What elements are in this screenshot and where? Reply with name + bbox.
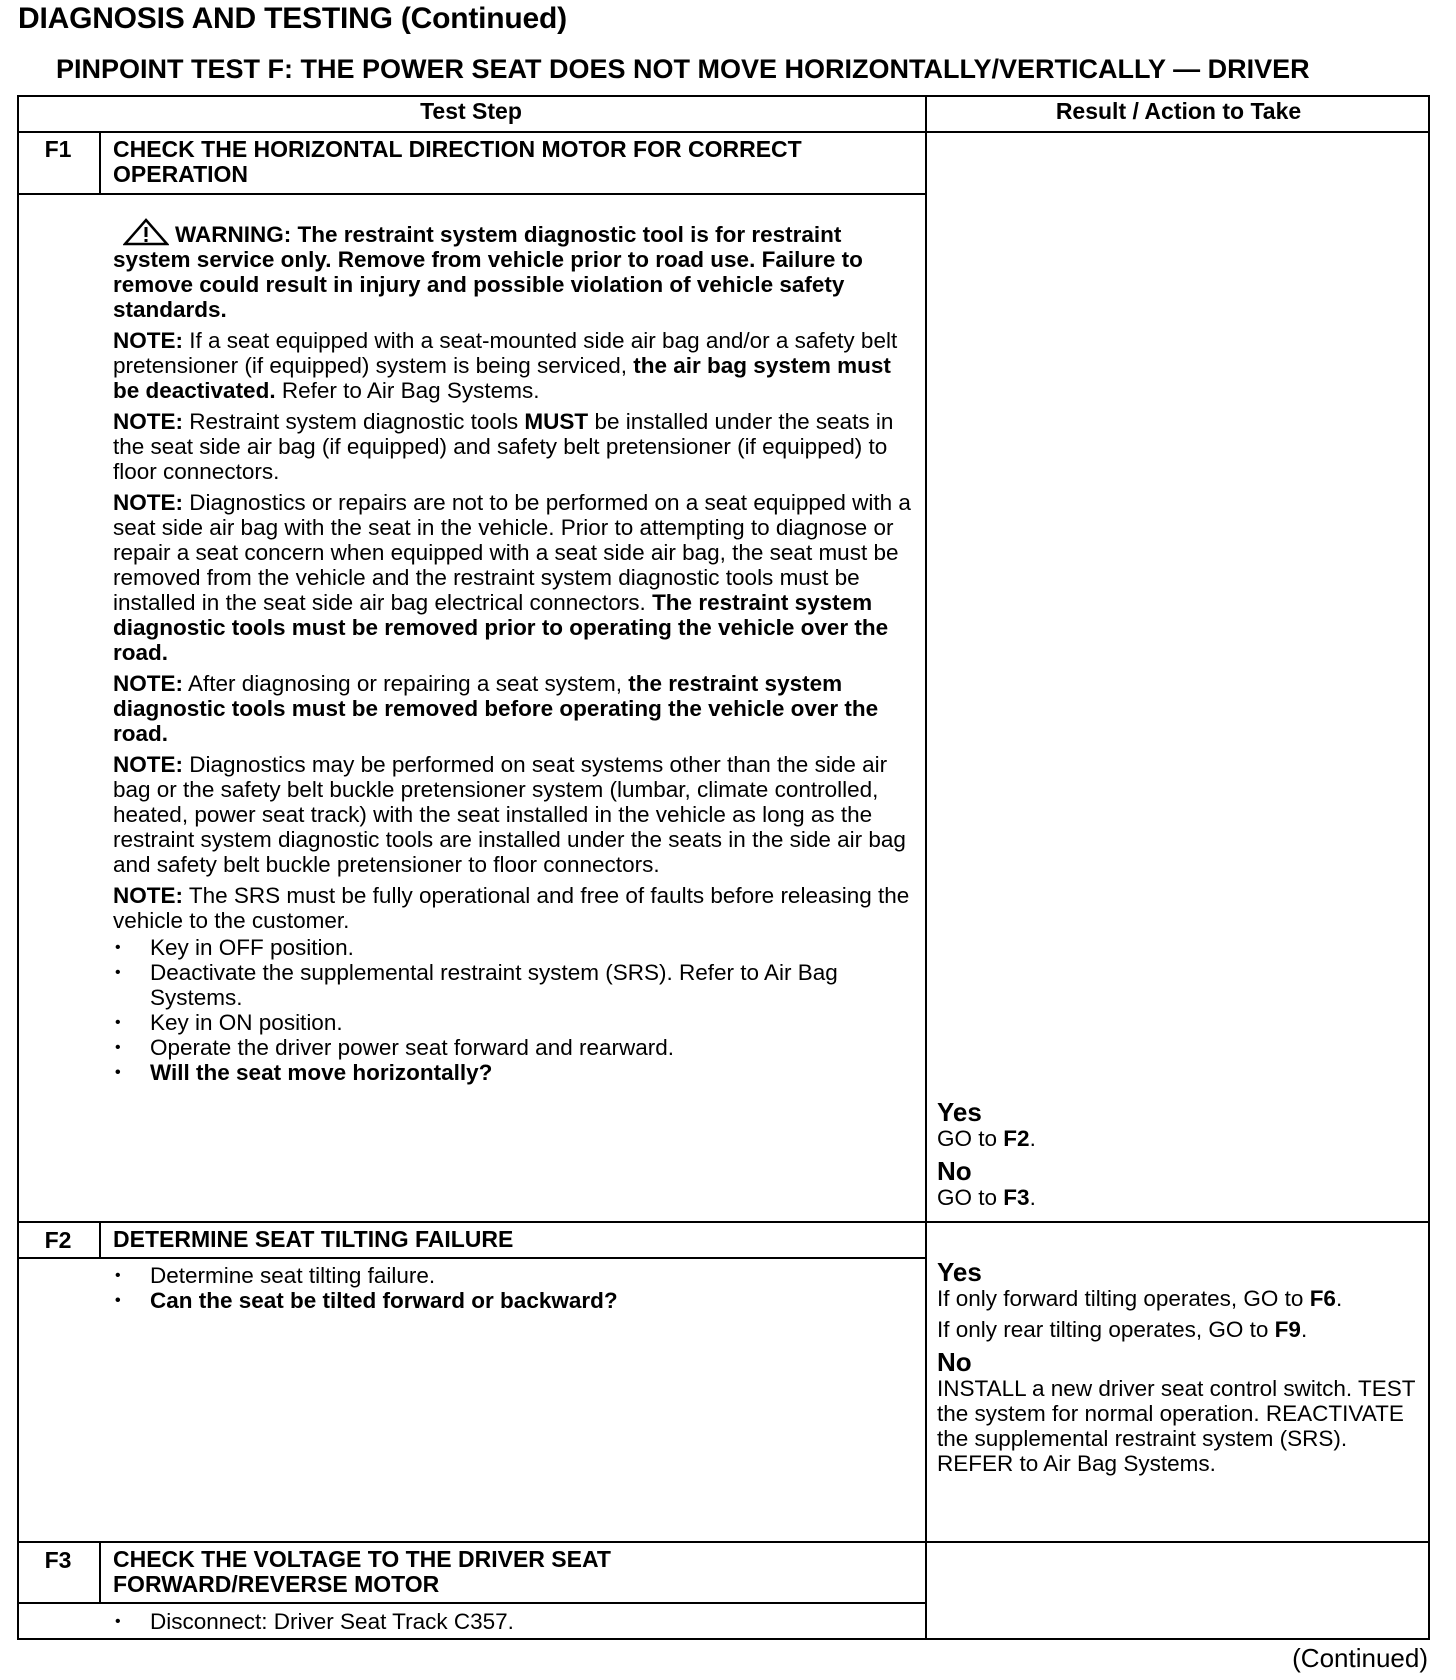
f3-bullet-list — [113, 1609, 913, 1634]
f3-row-rule — [17, 1541, 1430, 1543]
step-title-f1: CHECK THE HORIZONTAL DIRECTION MOTOR FOR CORRECT OPERATION — [113, 136, 802, 187]
f1-bullet-list — [113, 935, 913, 1085]
result-no-action: GO to F3. — [937, 1185, 1036, 1210]
step-id-divider — [99, 131, 101, 195]
note-3: NOTE: Diagnostics or repairs are not to be performed on a seat equipped with a seat side air bag with the seat in the vehicle. Prior to attempting to diagnose or repair a seat concern when equipped with a seat side air bag, the seat must be removed from the vehicle and the restraint system diagnostic tools must be installed in the seat side air bag electrical connectors. The restraint system diagnostic tools must be removed prior to operating the vehicle over the road. — [113, 490, 911, 665]
column-divider — [925, 95, 927, 1640]
f2-row-rule — [17, 1221, 1430, 1223]
list-item: • Can the seat be tilted forward or backward? — [113, 1288, 913, 1313]
step-body-f3 — [113, 1609, 913, 1634]
f3-title-rule — [17, 1602, 926, 1604]
step-id-divider — [99, 1223, 101, 1259]
result-no-action: INSTALL a new driver seat control switch. TEST the system for normal operation. REACTIVATE the supplemental restraint system (SRS). REFER to Air Bag Systems. — [937, 1376, 1416, 1476]
list-item: • Disconnect: Driver Seat Track C357. — [113, 1609, 913, 1634]
step-id-f3: F3 — [44, 1547, 72, 1573]
result-no-label: No — [937, 1156, 972, 1186]
column-header-test-step: Test Step — [420, 98, 522, 124]
note-6: NOTE: The SRS must be fully operational and free of faults before releasing the vehicle to the customer. — [113, 883, 910, 933]
list-item: • Will the seat move horizontally? — [113, 1060, 913, 1085]
continued-footer: (Continued) — [1292, 1643, 1428, 1673]
warning-label: WARNING: — [175, 222, 292, 247]
f2-title-rule — [17, 1257, 926, 1259]
result-f2 — [937, 1258, 1427, 1482]
page-title: DIAGNOSIS AND TESTING (Continued) — [18, 2, 567, 35]
note-1: NOTE: If a seat equipped with a seat-mounted side air bag and/or a safety belt pretensioner (if equipped) system is being serviced, the air bag system must be deactivated. Refer to Air Bag Systems. — [113, 328, 898, 403]
list-item: • Operate the driver power seat forward and rearward. — [113, 1035, 913, 1060]
column-header-result: Result / Action to Take — [1055, 98, 1302, 124]
f1-title-rule — [17, 193, 926, 195]
warning-triangle-icon — [123, 218, 169, 246]
step-title-f2: DETERMINE SEAT TILTING FAILURE — [113, 1226, 514, 1252]
result-yes-label: Yes — [937, 1257, 982, 1287]
note-2: NOTE: Restraint system diagnostic tools MUST be installed under the seats in the seat side air bag (if equipped) and safety belt pretensioner (if equipped) to floor connectors. — [113, 409, 894, 484]
result-yes-action-forward: If only forward tilting operates, GO to F6. — [937, 1286, 1343, 1311]
list-item: • Determine seat tilting failure. — [113, 1263, 913, 1288]
step-body-f1 — [113, 218, 913, 1085]
warning-text: The restraint system diagnostic tool is for restraint system service only. Remove from vehicle prior to road use. Failure to remove could result in injury and possible violation of vehicle safety standards. — [113, 222, 863, 322]
list-item: • Key in OFF position. — [113, 935, 913, 960]
result-no-label: No — [937, 1347, 972, 1377]
pinpoint-test-title: PINPOINT TEST F: THE POWER SEAT DOES NOT MOVE HORIZONTALLY/VERTICALLY — DRIVER — [56, 54, 1310, 84]
header-rule — [17, 131, 1430, 133]
result-yes-action-rear: If only rear tilting operates, GO to F9. — [937, 1317, 1308, 1342]
step-id-divider — [99, 1543, 101, 1604]
step-id-f2: F2 — [44, 1227, 72, 1253]
result-yes-action: GO to F2. — [937, 1126, 1036, 1151]
note-4: NOTE: After diagnosing or repairing a seat system, the restraint system diagnostic tools must be removed before operating the vehicle over the road. — [113, 671, 879, 746]
f2-bullet-list — [113, 1263, 913, 1313]
step-body-f2 — [113, 1263, 913, 1313]
result-f1 — [937, 1098, 1427, 1216]
list-item: • Deactivate the supplemental restraint system (SRS). Refer to Air Bag Systems. — [113, 960, 850, 1010]
result-yes-label: Yes — [937, 1097, 982, 1127]
step-id-f1: F1 — [44, 136, 72, 162]
step-title-f3: CHECK THE VOLTAGE TO THE DRIVER SEAT FORWARD/REVERSE MOTOR — [113, 1546, 611, 1597]
list-item: • Key in ON position. — [113, 1010, 913, 1035]
note-5: NOTE: Diagnostics may be performed on seat systems other than the side air bag or the safety belt buckle pretensioner system (lumbar, climate controlled, heated, power seat track) with the seat installed in the vehicle as long as the restraint system diagnostic tools are installed under the seats in the side air bag and safety belt buckle pretensioner to floor connectors. — [113, 752, 906, 877]
